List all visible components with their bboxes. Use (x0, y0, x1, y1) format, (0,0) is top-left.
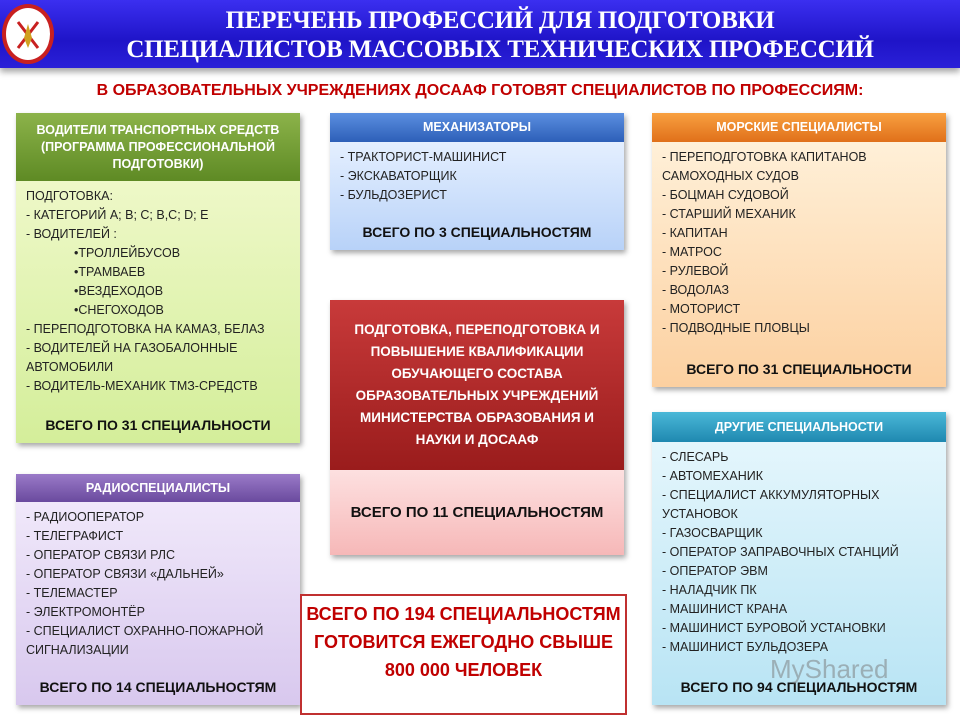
list-item: - ПОДВОДНЫЕ ПЛОВЦЫ (662, 321, 810, 335)
teachers-title: ПОДГОТОВКА, ПЕРЕПОДГОТОВКА И ПОВЫШЕНИЕ КВАЛИФИКАЦИИ ОБУЧАЮЩЕГО СОСТАВА ОБРАЗОВАТЕЛЬНЫХ УЧРЕЖДЕНИЙ МИНИСТЕРСТВА ОБРАЗОВАНИЯ И НАУКИ И ДОСААФ (330, 300, 624, 470)
list-item: •ВЕЗДЕХОДОВ (74, 284, 164, 298)
other-title: ДРУГИЕ СПЕЦИАЛЬНОСТИ (652, 412, 946, 442)
grand-total-box: ВСЕГО ПО 194 СПЕЦИАЛЬНОСТЯМ ГОТОВИТСЯ ЕЖЕГОДНО СВЫШЕ 800 000 ЧЕЛОВЕК (300, 594, 627, 715)
list-item: - СПЕЦИАЛИСТ ОХРАННО-ПОЖАРНОЙ СИГНАЛИЗАЦИИ (26, 624, 264, 657)
mechanizers-total: ВСЕГО ПО 3 СПЕЦИАЛЬНОСТЯМ (362, 224, 592, 240)
list-item: - МАТРОС (662, 245, 722, 259)
list-item: - ОПЕРАТОР ЗАПРАВОЧНЫХ СТАНЦИЙ (662, 545, 899, 559)
header-banner (0, 0, 960, 68)
mechanizers-title: МЕХАНИЗАТОРЫ (330, 113, 624, 142)
list-item: - СПЕЦИАЛИСТ АККУМУЛЯТОРНЫХ УСТАНОВОК (662, 488, 880, 521)
list-item: - ПЕРЕПОДГОТОВКА КАПИТАНОВ САМОХОДНЫХ СУДОВ (662, 150, 867, 183)
list-item: - МАШИНИСТ КРАНА (662, 602, 788, 616)
drivers-title: ВОДИТЕЛИ ТРАНСПОРТНЫХ СРЕДСТВ (ПРОГРАММА ПРОФЕССИОНАЛЬНОЙ ПОДГОТОВКИ) (16, 113, 300, 181)
marine-card (652, 113, 946, 387)
list-item: - ВОДИТЕЛЬ-МЕХАНИК ТМЗ-СРЕДСТВ (26, 379, 258, 393)
drivers-card (16, 113, 300, 443)
marine-title: МОРСКИЕ СПЕЦИАЛИСТЫ (652, 113, 946, 142)
page-title (60, 6, 940, 64)
teachers-total: ВСЕГО ПО 11 СПЕЦИАЛЬНОСТЯМ (350, 503, 604, 521)
marine-total: ВСЕГО ПО 31 СПЕЦИАЛЬНОСТИ (686, 361, 912, 377)
list-item: - СТАРШИЙ МЕХАНИК (662, 207, 796, 221)
watermark: MyShared (770, 654, 889, 684)
list-item: - НАЛАДЧИК ПК (662, 583, 757, 597)
list-item: - ТЕЛЕМАСТЕР (26, 586, 118, 600)
list-item: - СЛЕСАРЬ (662, 450, 729, 464)
list-item: - БУЛЬДОЗЕРИСТ (340, 188, 447, 202)
mechanizers-card (330, 113, 624, 250)
list-item: - БОЦМАН СУДОВОЙ (662, 188, 789, 202)
list-item: - ЭКСКАВАТОРЩИК (340, 169, 457, 183)
subtitle: В ОБРАЗОВАТЕЛЬНЫХ УЧРЕЖДЕНИЯХ ДОСААФ ГОТОВЯТ СПЕЦИАЛИСТОВ ПО ПРОФЕССИЯМ: (96, 82, 864, 99)
list-item: - ВОДИТЕЛЕЙ НА ГАЗОБАЛОННЫЕ АВТОМОБИЛИ (26, 341, 238, 374)
list-item: - АВТОМЕХАНИК (662, 469, 763, 483)
radio-total: ВСЕГО ПО 14 СПЕЦИАЛЬНОСТЯМ (39, 679, 277, 695)
list-item: - ГАЗОСВАРЩИК (662, 526, 763, 540)
list-item: - ЭЛЕКТРОМОНТЁР (26, 605, 145, 619)
other-total: ВСЕГО ПО 94 СПЕЦИАЛЬНОСТЯМ (680, 679, 918, 695)
radio-title: РАДИОСПЕЦИАЛИСТЫ (16, 474, 300, 502)
list-item: - МАШИНИСТ БУРОВОЙ УСТАНОВКИ (662, 621, 886, 635)
list-item: - РУЛЕВОЙ (662, 264, 729, 278)
list-item: - ВОДИТЕЛЕЙ : (26, 227, 117, 241)
title-line-1: ПЕРЕЧЕНЬ ПРОФЕССИЙ ДЛЯ ПОДГОТОВКИ (225, 7, 775, 34)
list-item: - ВОДОЛАЗ (662, 283, 730, 297)
list-item: ПОДГОТОВКА: (26, 189, 113, 203)
list-item: - МОТОРИСТ (662, 302, 741, 316)
list-item: - РАДИООПЕРАТОР (26, 510, 145, 524)
teachers-card (330, 300, 624, 555)
list-item: •ТРАМВАЕВ (74, 265, 146, 279)
list-item: - ТРАКТОРИСТ-МАШИНИСТ (340, 150, 507, 164)
list-item: - КАТЕГОРИЙ А; В; С; В,С; D; Е (26, 208, 209, 222)
list-item: - ОПЕРАТОР ЭВМ (662, 564, 768, 578)
dosaaf-logo (2, 4, 54, 64)
list-item: - КАПИТАН (662, 226, 728, 240)
radio-card (16, 474, 300, 705)
list-item: •СНЕГОХОДОВ (74, 303, 164, 317)
list-item: - ОПЕРАТОР СВЯЗИ РЛС (26, 548, 175, 562)
title-line-2: СПЕЦИАЛИСТОВ МАССОВЫХ ТЕХНИЧЕСКИХ ПРОФЕССИЙ (126, 36, 874, 63)
list-item: - ПЕРЕПОДГОТОВКА НА КАМАЗ, БЕЛАЗ (26, 322, 265, 336)
drivers-total: ВСЕГО ПО 31 СПЕЦИАЛЬНОСТИ (45, 417, 271, 433)
list-item: - ОПЕРАТОР СВЯЗИ «ДАЛЬНЕЙ» (26, 567, 224, 581)
list-item: - МАШИНИСТ БУЛЬДОЗЕРА (662, 640, 829, 654)
list-item: •ТРОЛЛЕЙБУСОВ (74, 246, 181, 260)
list-item: - ТЕЛЕГРАФИСТ (26, 529, 124, 543)
